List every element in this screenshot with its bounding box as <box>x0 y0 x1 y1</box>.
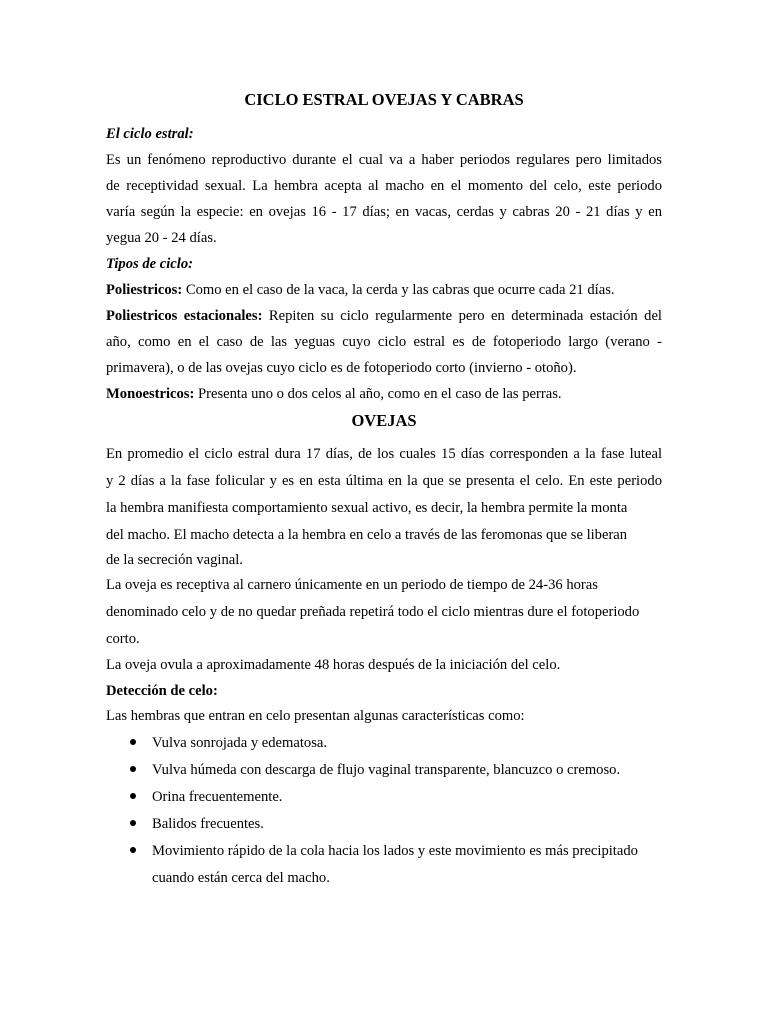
paragraph-line: corto. <box>106 631 140 647</box>
paragraph-line: y 2 días a la fase folicular y es en esta última en la que se presenta el celo. En este periodo <box>106 473 662 489</box>
bullet-icon <box>130 766 136 772</box>
paragraph-line: varía según la especie: en ovejas 16 - 17 días; en vacas, cerdas y cabras 20 - 21 días y en <box>106 204 662 220</box>
paragraph-line: Es un fenómeno reproductivo durante el cual va a haber periodos regulares pero limitados <box>106 152 662 168</box>
paragraph-line: La oveja es receptiva al carnero únicamente en un periodo de tiempo de 24-36 horas <box>106 577 598 593</box>
bullet-icon <box>130 739 136 745</box>
paragraph-line: primavera), o de las ovejas cuyo ciclo es de fotoperiodo corto (invierno - otoño). <box>106 360 577 376</box>
section-heading-ovejas: OVEJAS <box>351 411 417 430</box>
term-label: Poliestricos: <box>106 282 183 298</box>
paragraph-line: denominado celo y de no quedar preñada repetirá todo el ciclo mientras dure el fotoperiodo <box>106 604 640 620</box>
paragraph-line: La oveja ovula a aproximadamente 48 horas después de la iniciación del celo. <box>106 657 561 673</box>
paragraph-line: de receptividad sexual. La hembra acepta al macho en el momento del celo, este periodo <box>106 178 662 194</box>
definition-estacionales <box>106 307 662 325</box>
term-text: Como en el caso de la vaca, la cerda y las cabras que ocurre cada 21 días. <box>182 282 615 298</box>
document-title: CICLO ESTRAL OVEJAS Y CABRAS <box>244 90 524 109</box>
list-item: Balidos frecuentes. <box>152 816 264 832</box>
paragraph-line: de la secreción vaginal. <box>106 552 243 568</box>
paragraph-line: año, como en el caso de las yeguas cuyo ciclo estral es de fotoperiodo largo (verano - <box>106 334 662 350</box>
bullet-icon <box>130 820 136 826</box>
section-heading-tipos-ciclo: Tipos de ciclo: <box>106 256 193 272</box>
bullet-icon <box>130 847 136 853</box>
section-heading-deteccion: Detección de celo: <box>106 683 218 699</box>
bullet-icon <box>130 793 136 799</box>
paragraph-line: del macho. El macho detecta a la hembra en celo a través de las feromonas que se liberan <box>106 527 628 543</box>
term-label: Poliestricos estacionales: <box>106 308 263 324</box>
list-item: Vulva húmeda con descarga de flujo vaginal transparente, blancuzco o cremoso. <box>152 762 621 778</box>
definition-poliestricos <box>106 281 615 299</box>
term-text: Presenta uno o dos celos al año, como en el caso de las perras. <box>194 386 562 402</box>
term-text: Repiten su ciclo regularmente pero en determinada estación del <box>262 308 662 324</box>
list-item: Vulva sonrojada y edematosa. <box>152 735 328 751</box>
term-label: Monoestricos: <box>106 386 195 402</box>
list-item: Orina frecuentemente. <box>152 789 283 805</box>
paragraph-line: Las hembras que entran en celo presentan algunas características como: <box>106 708 525 724</box>
paragraph-line: la hembra manifiesta comportamiento sexual activo, es decir, la hembra permite la monta <box>106 500 628 516</box>
definition-monoestricos <box>106 385 562 403</box>
section-heading-ciclo-estral: El ciclo estral: <box>106 126 194 142</box>
list-item: Movimiento rápido de la cola hacia los lados y este movimiento es más precipitado <box>152 843 638 859</box>
paragraph-line: En promedio el ciclo estral dura 17 días, de los cuales 15 días corresponden a la fase luteal <box>106 446 662 462</box>
paragraph-line: yegua 20 - 24 días. <box>106 230 217 246</box>
list-item-continuation: cuando están cerca del macho. <box>152 870 330 886</box>
